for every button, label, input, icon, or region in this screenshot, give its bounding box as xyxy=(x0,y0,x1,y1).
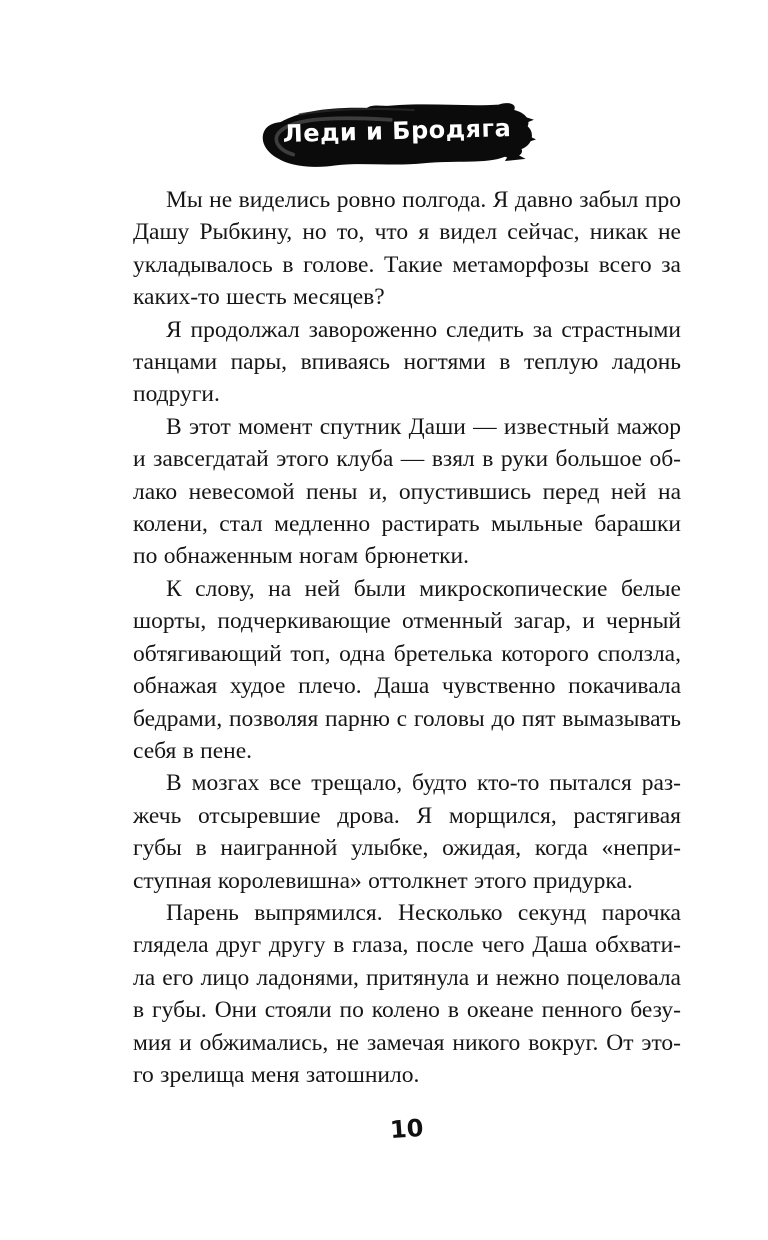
page-number: 10 xyxy=(389,1113,425,1145)
chapter-banner xyxy=(258,97,536,173)
chapter-title: Леди и Бродяга xyxy=(282,114,512,148)
page-footer xyxy=(133,1115,681,1143)
paragraph: Парень выпрямился. Несколько секунд парочка глядела друг другу в глаза, после чего Даша обхватила его лицо ладонями, притянула и нежно поцеловала в губы. Они стояли по колено в океане пенного безумия и обжимались, не замечая никого вокруг. От этого зрелища меня затошнило. xyxy=(133,899,681,1088)
body-text xyxy=(133,184,681,1091)
paragraph: К слову, на ней были микроскопические белые шорты, подчеркивающие отменный загар, и черный обтягивающий топ, одна бретелька которого сползла, обнажая худое плечо. Даша чувственно покачивала бедрами, позволяя парню с головы до пят вымазывать себя в пене. xyxy=(133,575,681,764)
paragraph: В этот момент спутник Даши — известный мажор и завсегдатай этого клуба — взял в руки большое облако невесомой пены и, опустившись перед ней на колени, стал медленно растирать мыльные барашки по обнаженным ногам брюнетки. xyxy=(133,413,681,570)
paragraph: Я продолжал завороженно следить за страстными танцами пары, впиваясь ногтями в теплую ладонь подруги. xyxy=(133,316,681,408)
paragraph: В мозгах все трещало, будто кто-то пытался разжечь отсыревшие дрова. Я морщился, растягивая губы в наигранной улыбке, ожидая, когда «неприступная королевишна» оттолкнет этого придурка. xyxy=(133,770,681,894)
paragraph: Мы не виделись ровно полгода. Я давно забыл про Дашу Рыбкину, но то, что я видел сейчас, никак не укладывалось в голове. Такие метаморфозы всего за каких-то шесть месяцев? xyxy=(133,187,681,311)
